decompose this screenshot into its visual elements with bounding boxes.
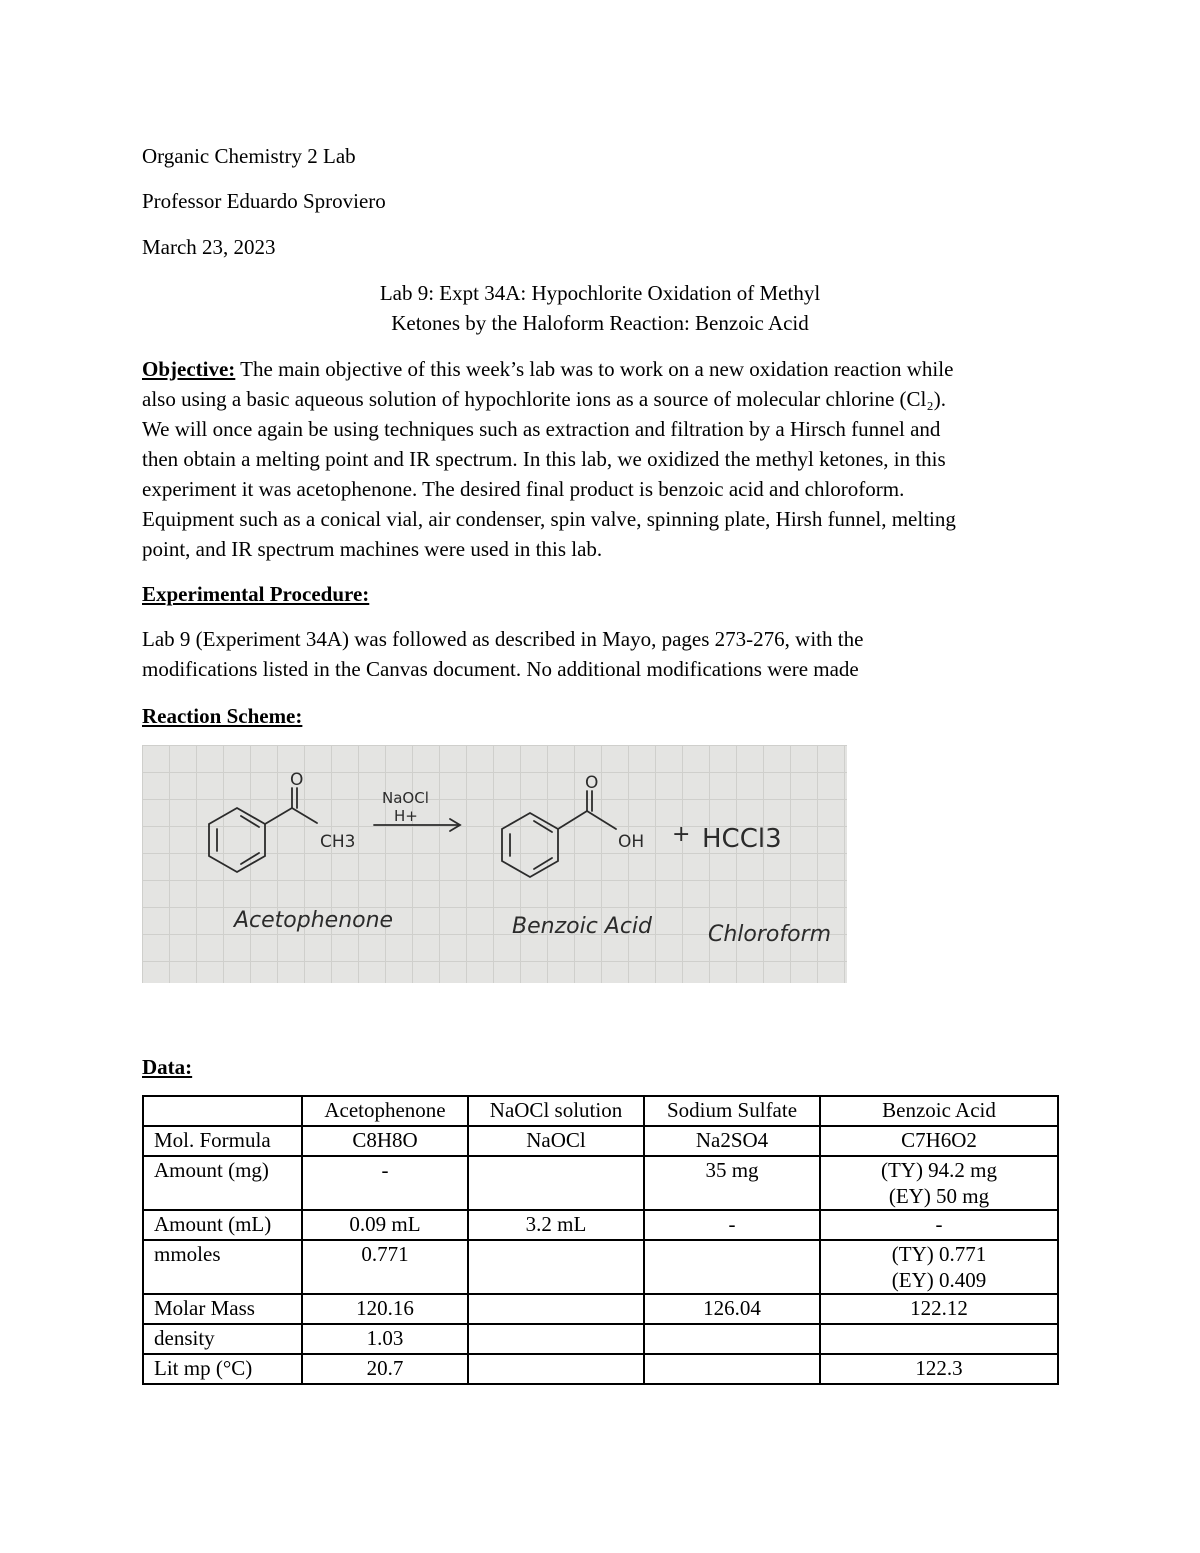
data-table xyxy=(142,1095,1059,1385)
table-cell: mmoles xyxy=(143,1240,302,1294)
double-bond xyxy=(534,821,552,832)
objective-line-7: point, and IR spectrum machines were used in this lab. xyxy=(142,537,603,561)
table-cell: 126.04 xyxy=(644,1294,820,1324)
table-row xyxy=(143,1324,1058,1354)
label-acetophenone: Acetophenone xyxy=(234,908,394,933)
table-cell: Molar Mass xyxy=(143,1294,302,1324)
objective-line-4: then obtain a melting point and IR spectrum. In this lab, we oxidized the methyl ketones, in this xyxy=(142,447,946,471)
table-cell: 1.03 xyxy=(302,1324,468,1354)
table-cell: Amount (mg) xyxy=(143,1156,302,1210)
table-cell: Mol. Formula xyxy=(143,1126,302,1156)
label-plus: + xyxy=(672,822,691,847)
label-reagent-1: NaOCl xyxy=(382,789,429,807)
table-cell: - xyxy=(820,1210,1058,1240)
label-ch3: CH3 xyxy=(320,832,356,852)
table-header-cell: Acetophenone xyxy=(302,1096,468,1126)
objective-heading: Objective: xyxy=(142,357,236,381)
table-cell: 35 mg xyxy=(644,1156,820,1210)
procedure-heading: Experimental Procedure: xyxy=(142,582,370,606)
objective-line-1 xyxy=(142,354,1062,384)
table-cell: 120.16 xyxy=(302,1294,468,1324)
table-cell: density xyxy=(143,1324,302,1354)
table-cell: Na2SO4 xyxy=(644,1126,820,1156)
label-o2: O xyxy=(585,773,599,793)
hydroxyl-bond xyxy=(587,811,616,829)
table-cell: (TY) 94.2 mg (EY) 50 mg xyxy=(820,1156,1058,1210)
title-line-1: Lab 9: Expt 34A: Hypochlorite Oxidation of Methyl xyxy=(379,281,821,305)
ring-bond xyxy=(265,808,292,824)
table-cell: - xyxy=(644,1210,820,1240)
objective-text: The main objective of this week’s lab was to work on a new oxidation reaction while xyxy=(240,357,954,381)
table-cell xyxy=(820,1324,1058,1354)
methyl-bond xyxy=(292,808,317,823)
label-hccl3: HCCl3 xyxy=(702,824,782,854)
reaction-heading: Reaction Scheme: xyxy=(142,704,303,728)
table-row xyxy=(143,1294,1058,1324)
table-cell xyxy=(468,1354,644,1384)
table-header-cell: Benzoic Acid xyxy=(820,1096,1058,1126)
table-row xyxy=(143,1354,1058,1384)
table-cell: 0.771 xyxy=(302,1240,468,1294)
table-cell xyxy=(468,1156,644,1210)
table-cell xyxy=(468,1324,644,1354)
data-heading: Data: xyxy=(142,1055,193,1079)
objective-section xyxy=(142,354,1062,564)
table-row xyxy=(143,1240,1058,1294)
table-cell xyxy=(644,1324,820,1354)
table-cell: 122.3 xyxy=(820,1354,1058,1384)
label-o1: O xyxy=(290,770,304,790)
table-cell: 20.7 xyxy=(302,1354,468,1384)
table-cell xyxy=(644,1240,820,1294)
table-cell: C7H6O2 xyxy=(820,1126,1058,1156)
objective-line-2: also using a basic aqueous solution of hypochlorite ions as a source of molecular chlorine (Cl₂). xyxy=(142,387,946,411)
table-row xyxy=(143,1210,1058,1240)
table-cell xyxy=(644,1354,820,1384)
report-date: March 23, 2023 xyxy=(142,235,276,259)
label-chloroform: Chloroform xyxy=(708,922,832,947)
table-row xyxy=(143,1156,1058,1210)
procedure-line-2: modifications listed in the Canvas document. No additional modifications were made xyxy=(142,657,859,681)
double-bond xyxy=(534,858,552,869)
reaction-scheme-drawing xyxy=(142,745,847,983)
ring-bond xyxy=(558,811,587,829)
procedure-line-1: Lab 9 (Experiment 34A) was followed as described in Mayo, pages 273-276, with the xyxy=(142,627,864,651)
title-line-2: Ketones by the Haloform Reaction: Benzoic Acid xyxy=(391,311,809,335)
label-benzoic-acid: Benzoic Acid xyxy=(512,914,653,939)
label-reagent-2: H+ xyxy=(394,807,418,825)
professor-name: Professor Eduardo Sproviero xyxy=(142,189,386,213)
double-bond xyxy=(241,816,259,827)
table-cell xyxy=(468,1240,644,1294)
table-cell: NaOCl xyxy=(468,1126,644,1156)
reaction-scheme-image xyxy=(142,745,847,983)
table-header-cell xyxy=(143,1096,302,1126)
label-oh: OH xyxy=(618,832,645,852)
objective-line-5: experiment it was acetophenone. The desired final product is benzoic acid and chloroform. xyxy=(142,477,905,501)
table-cell: C8H8O xyxy=(302,1126,468,1156)
table-header-row xyxy=(143,1096,1058,1126)
table-cell: Lit mp (°C) xyxy=(143,1354,302,1384)
double-bond xyxy=(241,853,259,864)
table-cell: 3.2 mL xyxy=(468,1210,644,1240)
table-header-cell: NaOCl solution xyxy=(468,1096,644,1126)
course-name: Organic Chemistry 2 Lab xyxy=(142,144,356,168)
table-cell xyxy=(468,1294,644,1324)
table-cell: (TY) 0.771 (EY) 0.409 xyxy=(820,1240,1058,1294)
objective-line-3: We will once again be using techniques such as extraction and filtration by a Hirsch funnel and xyxy=(142,417,941,441)
table-cell: 0.09 mL xyxy=(302,1210,468,1240)
table-cell: - xyxy=(302,1156,468,1210)
objective-line-6: Equipment such as a conical vial, air condenser, spin valve, spinning plate, Hirsh funnel, melting xyxy=(142,507,956,531)
table-row xyxy=(143,1126,1058,1156)
table-header-cell: Sodium Sulfate xyxy=(644,1096,820,1126)
table-cell: 122.12 xyxy=(820,1294,1058,1324)
procedure-text xyxy=(142,624,1062,684)
table-cell: Amount (mL) xyxy=(143,1210,302,1240)
